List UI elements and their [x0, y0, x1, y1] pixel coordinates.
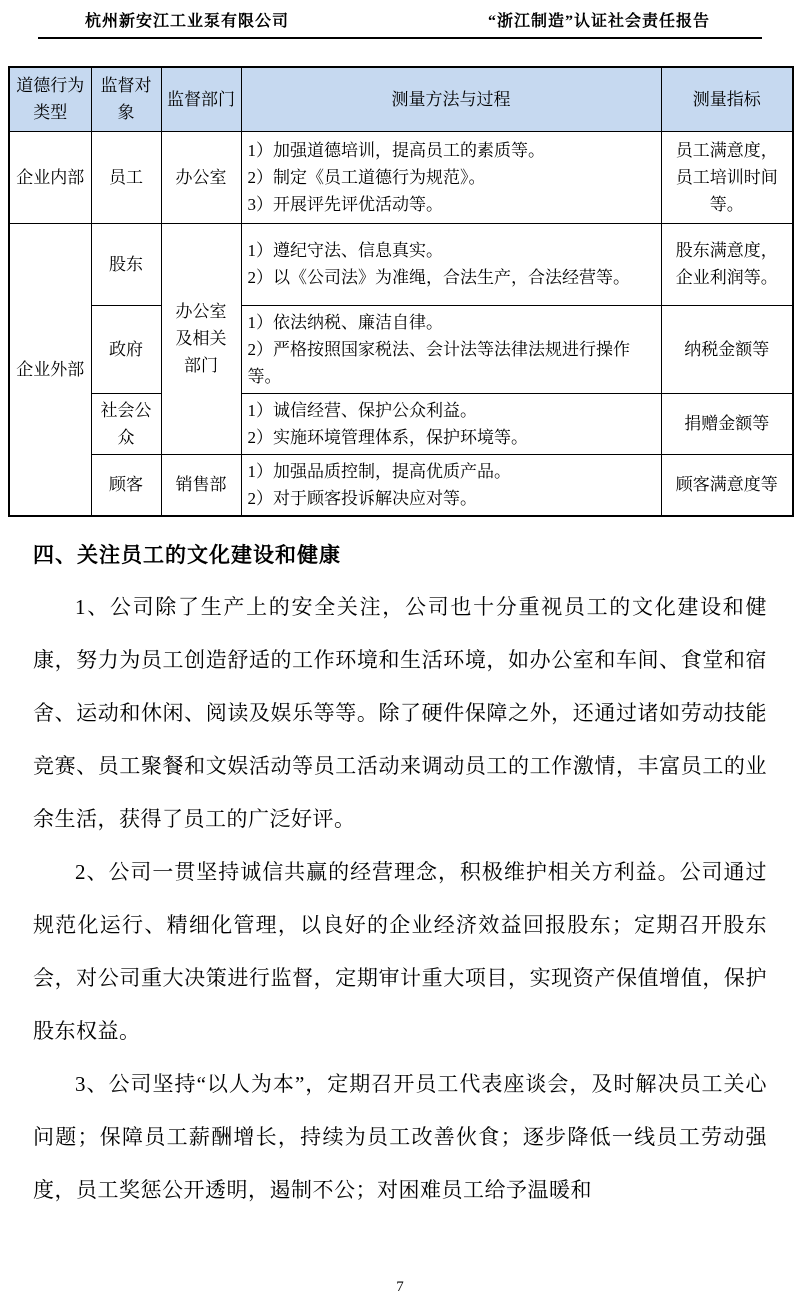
cell-target: 政府 [91, 305, 161, 393]
cell-category: 企业外部 [9, 223, 91, 516]
cell-department: 办公室 [161, 131, 241, 223]
cell-indicator: 顾客满意度等 [661, 454, 793, 516]
table-row [9, 454, 793, 516]
cell-indicator: 捐赠金额等 [661, 393, 793, 454]
cell-department: 销售部 [161, 454, 241, 516]
cell-target: 股东 [91, 223, 161, 305]
cell-methods: 1）加强品质控制，提高优质产品。 2）对于顾客投诉解决应对等。 [241, 454, 661, 516]
cell-indicator: 股东满意度，企业利润等。 [661, 223, 793, 305]
paragraph-1: 1、公司除了生产上的安全关注，公司也十分重视员工的文化建设和健康，努力为员工创造舒适的工作环境和生活环境，如办公室和车间、食堂和宿舍、运动和休闲、阅读及娱乐等等。除了硬件保障之外，还通过诸如劳动技能竞赛、员工聚餐和文娱活动等员工活动来调动员工的工作激情，丰富员工的业余生活，获得了员工的广泛好评。 [33, 594, 767, 831]
table-row [9, 305, 793, 393]
page-number: 7 [396, 1279, 404, 1295]
column-header-measurement-method: 测量方法与过程 [241, 67, 661, 131]
cell-category: 企业内部 [9, 131, 91, 223]
cell-methods: 1）遵纪守法、信息真实。 2）以《公司法》为准绳，合法生产，合法经营等。 [241, 223, 661, 305]
ethics-supervision-table [8, 66, 794, 517]
table-row [9, 131, 793, 223]
section-heading: 四、关注员工的文化建设和健康 [33, 543, 341, 567]
cell-indicator: 员工满意度，员工培训时间等。 [661, 131, 793, 223]
section-body [33, 581, 767, 1217]
paragraph-2: 2、公司一贯坚持诚信共赢的经营理念，积极维护相关方利益。公司通过规范化运行、精细化管理，以良好的企业经济效益回报股东；定期召开股东会，对公司重大决策进行监督，定期审计重大项目，实现资产保值增值，保护股东权益。 [33, 859, 767, 1043]
cell-indicator: 纳税金额等 [661, 305, 793, 393]
cell-department: 办公室及相关部门 [161, 223, 241, 454]
cell-methods: 1）加强道德培训，提高员工的素质等。 2）制定《员工道德行为规范》。 3）开展评先评优活动等。 [241, 131, 661, 223]
header-report-title: “浙江制造”认证社会责任报告 [487, 13, 710, 30]
cell-target: 员工 [91, 131, 161, 223]
header-rule [38, 37, 762, 39]
table-header-row [9, 67, 793, 131]
header-company-name: 杭州新安江工业泵有限公司 [85, 13, 290, 30]
cell-target: 顾客 [91, 454, 161, 516]
table-row [9, 393, 793, 454]
page-header [0, 0, 800, 31]
column-header-supervision-target: 监督对象 [91, 67, 161, 131]
cell-methods: 1）依法纳税、廉洁自律。 2）严格按照国家税法、会计法等法律法规进行操作等。 [241, 305, 661, 393]
table-row [9, 223, 793, 305]
cell-methods: 1）诚信经营、保护公众利益。 2）实施环境管理体系，保护环境等。 [241, 393, 661, 454]
cell-target: 社会公众 [91, 393, 161, 454]
paragraph-3: 3、公司坚持“以人为本”，定期召开员工代表座谈会，及时解决员工关心问题；保障员工薪酬增长，持续为员工改善伙食；逐步降低一线员工劳动强度，员工奖惩公开透明，遏制不公；对困难员工给予温暖和 [33, 1071, 767, 1202]
column-header-behavior-type: 道德行为类型 [9, 67, 91, 131]
column-header-measurement-indicator: 测量指标 [661, 67, 793, 131]
column-header-supervision-department: 监督部门 [161, 67, 241, 131]
